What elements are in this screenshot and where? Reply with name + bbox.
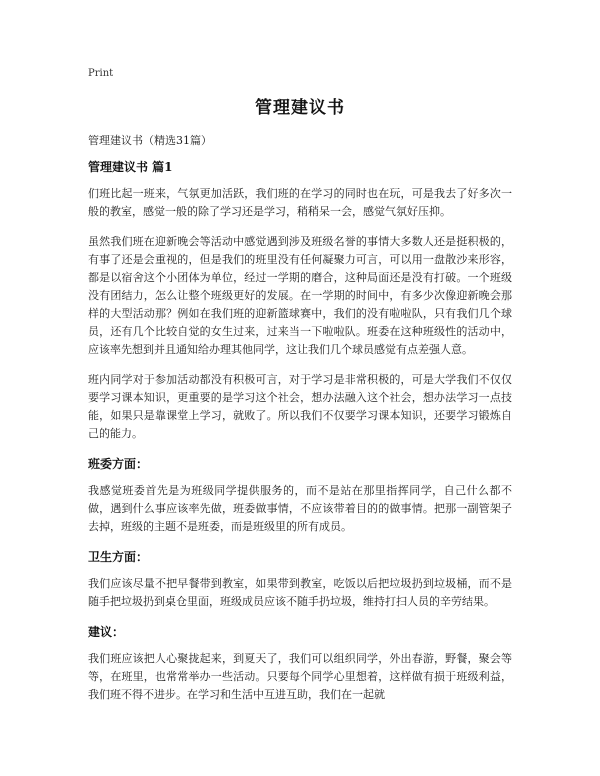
document-title: 管理建议书 <box>255 98 345 118</box>
print-label[interactable]: Print <box>88 68 114 79</box>
section-heading-hygiene: 卫生方面： <box>88 550 149 564</box>
section-heading-suggestion: 建议： <box>88 625 125 639</box>
section-heading-1: 管理建议书 篇1 <box>88 160 173 174</box>
paragraph: 班内同学对于参加活动都没有积极可言，对于学习是非常积极的，可是大学我们不仅仅要学习课本知识，更重要的是学习这个社会，想办法融入这个社会，想办法学习一点技能，如果只是靠课堂上学习，就败了。所以我们不仅要学习课本知识，还要学习锻炼自己的能力。 <box>88 373 512 440</box>
paragraph: 虽然我们班在迎新晚会等活动中感觉遇到涉及班级名誉的事情大多数人还是挺积极的，有事了还是会重视的，但是我们的班里没有任何凝聚力可言，可以用一盘散沙来形容，都是以宿舍这个小团体为单位，经过一学期的磨合，这种局面还是没有打破。一个班级没有团结力，怎么让整个班级更好的发展。在一学期的时间中，有多少次像迎新晚会那样的大型活动那？例如在我们班的迎新篮球赛中，我们的没有啦啦队，只有我们几个球员，还有几个比较自觉的女生过来，过来当一下啦啦队。班委在这种班级性的活动中，应该率先想到并且通知给办理其他同学，这让我们几个球员感觉有点差强人意。 <box>88 235 512 356</box>
document-subtitle: 管理建议书（精选31篇） <box>88 134 212 147</box>
paragraph: 我们应该尽量不把早餐带到教室，如果带到教室，吃饭以后把垃圾扔到垃圾桶，而不是随手把垃圾扔到桌仓里面，班级成员应该不随手扔垃圾，维持打扫人员的辛劳结果。 <box>88 577 512 608</box>
section-heading-class-committee: 班委方面： <box>88 457 149 471</box>
paragraph: 们班比起一班来，气氛更加活跃，我们班的在学习的同时也在玩，可是我去了好多次一般的教室，感觉一般的除了学习还是学习，稍稍呆一会，感觉气氛好压抑。 <box>88 187 512 218</box>
paragraph: 我们班应该把人心聚拢起来，到夏天了，我们可以组织同学，外出春游，野餐，聚会等等，在班里，也常常举办一些活动。只要每个同学心里想着，这样做有损于班级利益，我们班不得不进步。在学习和生活中互进互助，我们在一起就 <box>88 652 512 701</box>
paragraph: 我感觉班委首先是为班级同学提供服务的，而不是站在那里指挥同学，自己什么都不做，遇到什么事应该率先做，班委做事情，不应该带着目的的做事情。把那一副管架子去掉，班级的主题不是班委，而是班级里的所有成员。 <box>88 484 512 533</box>
